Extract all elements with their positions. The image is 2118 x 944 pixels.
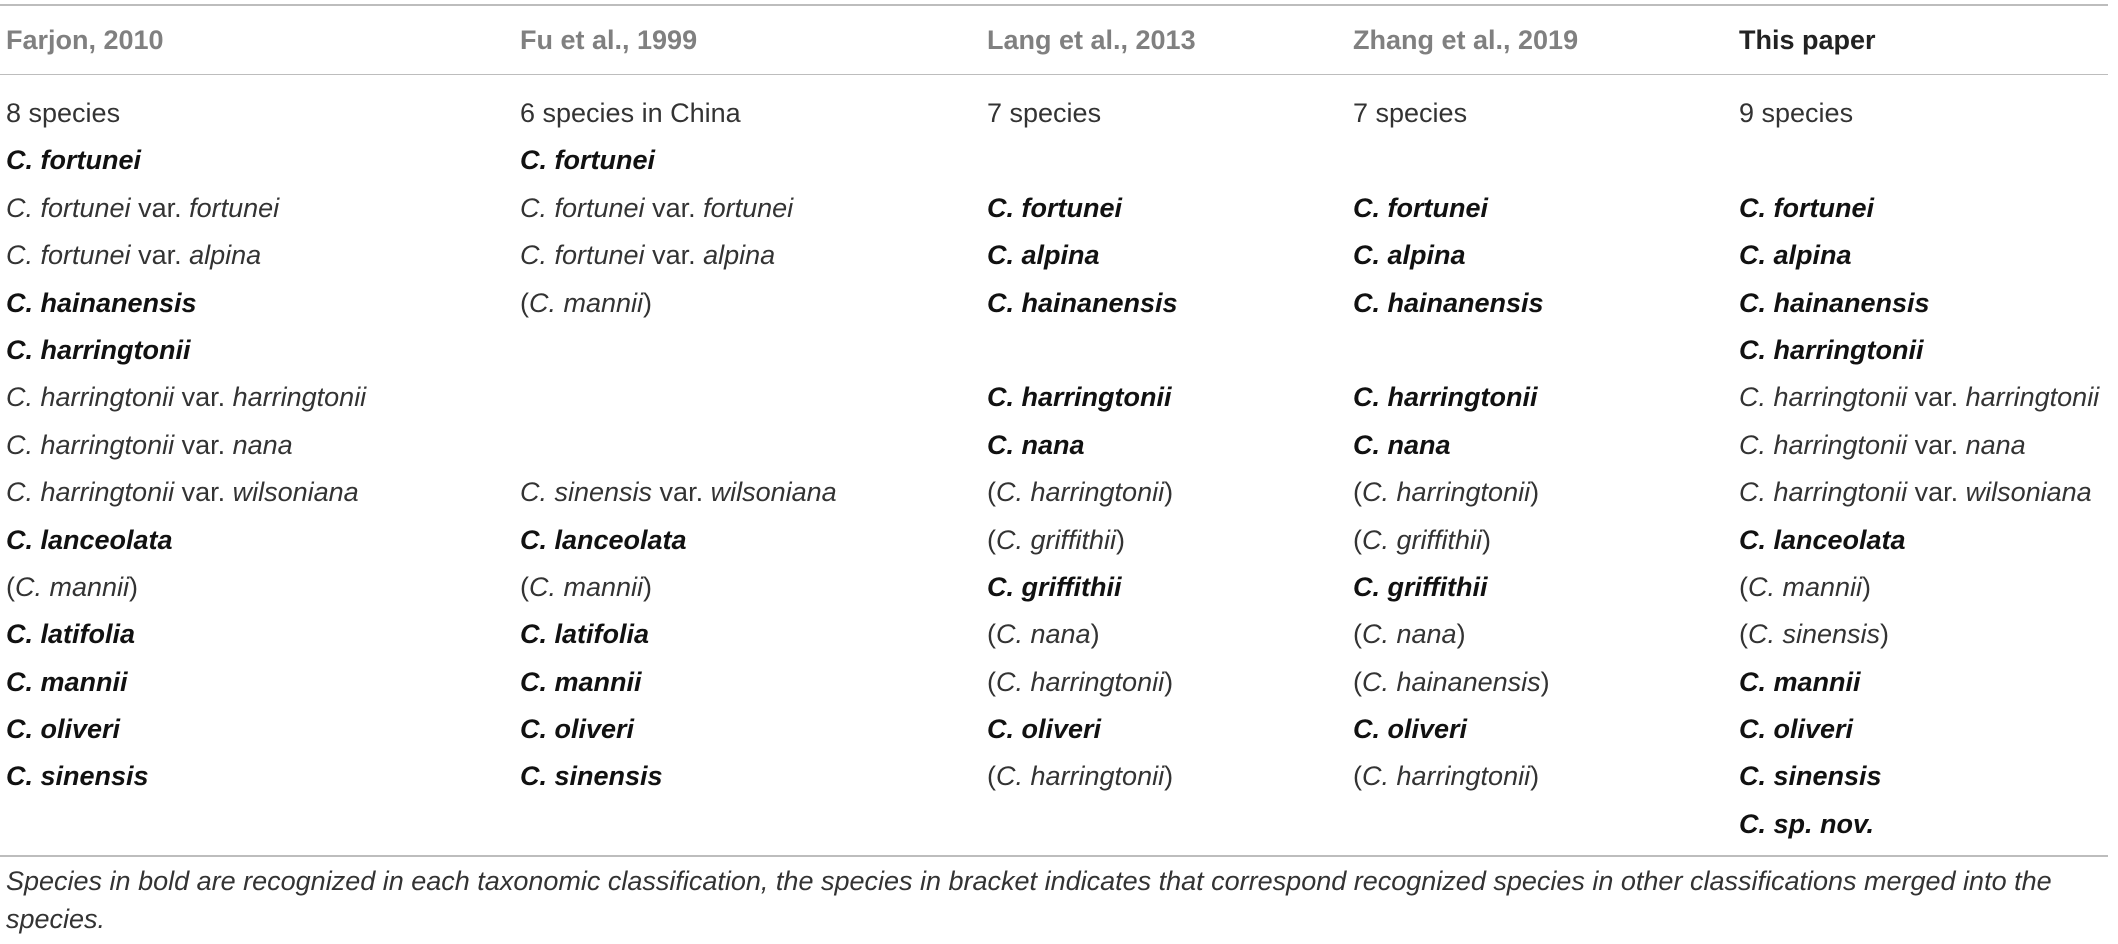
table-cell: (C. harringtonii): [987, 761, 1174, 792]
column-body: [520, 94, 837, 852]
merged-taxon-name: C. mannii: [529, 287, 644, 318]
taxon-name: C. fortunei: [520, 240, 645, 271]
taxon-name: nana: [1965, 429, 2026, 460]
merged-taxon-name: C. mannii: [529, 571, 644, 602]
merged-taxon-name: C. griffithii: [996, 524, 1117, 555]
table-cell: [1739, 141, 2099, 188]
taxon-name: alpina: [703, 240, 776, 271]
table-cell: (C. harringtonii): [987, 477, 1174, 508]
table-cell: (C. mannii): [1739, 571, 1872, 602]
merged-taxon-name: C. harringtonii: [1362, 761, 1531, 792]
table-cell: C. fortunei: [987, 192, 1122, 223]
merged-taxon-name: C. hainanensis: [1362, 666, 1541, 697]
merged-taxon-name: C. sinensis: [1748, 619, 1881, 650]
taxon-name: C. harringtonii: [6, 477, 175, 508]
table-cell: (C. harringtonii): [987, 666, 1174, 697]
table-cell: C. oliveri: [6, 714, 121, 745]
table-cell: [520, 331, 837, 378]
column-body: [987, 94, 1178, 852]
table-cell: C. hainanensis: [987, 287, 1178, 318]
table-cell: C. oliveri: [987, 714, 1102, 745]
table-cell: C. sinensis: [6, 761, 149, 792]
table-cell: C. fortunei: [6, 145, 141, 176]
table-cell: (C. harringtonii): [1353, 761, 1540, 792]
column-header: This paper: [1739, 25, 1876, 55]
table-cell: [6, 189, 366, 236]
merged-taxon-name: C. harringtonii: [996, 666, 1165, 697]
table-cell: [6, 426, 366, 473]
merged-taxon-name: C. nana: [1362, 619, 1457, 650]
rank-label: var.: [130, 192, 190, 223]
table-cell: 7 species: [1353, 98, 1468, 128]
taxon-name: harringtonii: [232, 382, 367, 413]
taxon-name: C. harringtonii: [1739, 382, 1908, 413]
table-cell: [6, 378, 366, 425]
taxon-name: wilsoniana: [1965, 477, 2092, 508]
table-top-rule: [0, 4, 2108, 6]
table-cell: C. harringtonii: [6, 334, 191, 365]
table-cell: [1739, 426, 2099, 473]
taxon-name: C. harringtonii: [1739, 477, 1908, 508]
taxon-name: wilsoniana: [710, 477, 837, 508]
table-cell: [1353, 141, 1550, 188]
column-header: Lang et al., 2013: [987, 25, 1196, 55]
table-cell: C. mannii: [6, 666, 128, 697]
table-cell: 7 species: [987, 98, 1102, 128]
table-cell: C. lanceolata: [520, 524, 687, 555]
table-cell: (C. mannii): [520, 571, 653, 602]
table-cell: C. harringtonii: [1739, 334, 1924, 365]
rank-label: var.: [1907, 477, 1966, 508]
table-cell: C. hainanensis: [1353, 287, 1544, 318]
table-cell: [6, 805, 366, 852]
table-cell: [1739, 378, 2099, 425]
taxon-name: C. harringtonii: [6, 382, 175, 413]
table-cell: C. nana: [987, 429, 1085, 460]
table-cell: C. alpina: [1739, 240, 1852, 271]
table-cell: [987, 805, 1178, 852]
table-cell: (C. sinensis): [1739, 619, 1890, 650]
table-cell: C. lanceolata: [6, 524, 173, 555]
table-cell: [987, 331, 1178, 378]
rank-label: var.: [174, 477, 233, 508]
table-cell: C. fortunei: [1739, 192, 1874, 223]
table-header-rule: [0, 74, 2108, 75]
table-cell: [520, 426, 837, 473]
rank-label: var.: [174, 382, 233, 413]
table-cell: [520, 378, 837, 425]
table-cell: [520, 236, 837, 283]
taxon-name: fortunei: [703, 192, 794, 223]
taxon-name: alpina: [189, 240, 262, 271]
table-cell: [1739, 473, 2099, 520]
table-footnote: Species in bold are recognized in each taxonomic classification, the species in bracket indicates that correspond recognized species in other classifications merged into the species.: [6, 866, 2052, 934]
table-cell: C. harringtonii: [1353, 382, 1538, 413]
table-cell: [6, 236, 366, 283]
merged-taxon-name: C. nana: [996, 619, 1091, 650]
table-cell: C. sinensis: [1739, 761, 1882, 792]
rank-label: var.: [644, 192, 704, 223]
table-cell: (C. griffithii): [987, 524, 1126, 555]
taxon-name: harringtonii: [1965, 382, 2100, 413]
table-cell: C. oliveri: [1739, 714, 1854, 745]
table-cell: C. oliveri: [520, 714, 635, 745]
table-cell: 8 species: [6, 98, 121, 128]
merged-taxon-name: C. harringtonii: [1362, 477, 1531, 508]
table-cell: 6 species in China: [520, 98, 741, 128]
merged-taxon-name: C. mannii: [1748, 571, 1863, 602]
table-cell: [987, 141, 1178, 188]
table-cell: [1353, 331, 1550, 378]
taxon-name: C. harringtonii: [1739, 429, 1908, 460]
column-header: Fu et al., 1999: [520, 25, 698, 55]
column-body: [1353, 94, 1550, 852]
column-header: Farjon, 2010: [6, 25, 164, 55]
table-cell: C. latifolia: [520, 619, 650, 650]
rank-label: var.: [1907, 429, 1966, 460]
merged-taxon-name: C. griffithii: [1362, 524, 1483, 555]
column-body: [6, 94, 366, 852]
table-cell: C. hainanensis: [6, 287, 197, 318]
table-cell: (C. hainanensis): [1353, 666, 1550, 697]
table-cell: C. latifolia: [6, 619, 136, 650]
table-cell: (C. nana): [1353, 619, 1466, 650]
table-bottom-rule: [0, 855, 2108, 857]
table-cell: 9 species: [1739, 98, 1854, 128]
taxon-name: wilsoniana: [232, 477, 359, 508]
rank-label: var.: [174, 429, 233, 460]
table-cell: (C. griffithii): [1353, 524, 1492, 555]
table-cell: (C. harringtonii): [1353, 477, 1540, 508]
table-cell: C. hainanensis: [1739, 287, 1930, 318]
table-cell: [6, 473, 366, 520]
column-header: Zhang et al., 2019: [1353, 25, 1579, 55]
taxon-name: fortunei: [189, 192, 280, 223]
table-cell: C. mannii: [1739, 666, 1861, 697]
taxon-name: C. harringtonii: [6, 429, 175, 460]
merged-taxon-name: C. mannii: [15, 571, 130, 602]
table-cell: C. harringtonii: [987, 382, 1172, 413]
taxon-name: C. fortunei: [520, 192, 645, 223]
rank-label: var.: [652, 477, 711, 508]
column-body: [1739, 94, 2099, 852]
table-cell: C. fortunei: [1353, 192, 1488, 223]
table-cell: (C. nana): [987, 619, 1100, 650]
table-cell: [520, 189, 837, 236]
rank-label: var.: [644, 240, 704, 271]
table-cell: C. sinensis: [520, 761, 663, 792]
table-cell: C. fortunei: [520, 145, 655, 176]
table-cell: (C. mannii): [520, 287, 653, 318]
table-cell: C. griffithii: [1353, 571, 1488, 602]
table-cell: [520, 805, 837, 852]
merged-taxon-name: C. harringtonii: [996, 477, 1165, 508]
table-cell: C. nana: [1353, 429, 1451, 460]
taxon-name: C. fortunei: [6, 192, 131, 223]
table-cell: C. mannii: [520, 666, 642, 697]
merged-taxon-name: C. harringtonii: [996, 761, 1165, 792]
rank-label: var.: [130, 240, 190, 271]
table-cell: C. oliveri: [1353, 714, 1468, 745]
taxon-name: C. sinensis: [520, 477, 653, 508]
table-cell: C. lanceolata: [1739, 524, 1906, 555]
table-cell: (C. mannii): [6, 571, 139, 602]
table-cell: C. sp. nov.: [1739, 808, 1875, 839]
taxon-name: nana: [232, 429, 293, 460]
table-cell: C. alpina: [987, 240, 1100, 271]
rank-label: var.: [1907, 382, 1966, 413]
table-cell: [520, 473, 837, 520]
table-cell: [1353, 805, 1550, 852]
table-cell: C. alpina: [1353, 240, 1466, 271]
table-cell: C. griffithii: [987, 571, 1122, 602]
taxon-name: C. fortunei: [6, 240, 131, 271]
